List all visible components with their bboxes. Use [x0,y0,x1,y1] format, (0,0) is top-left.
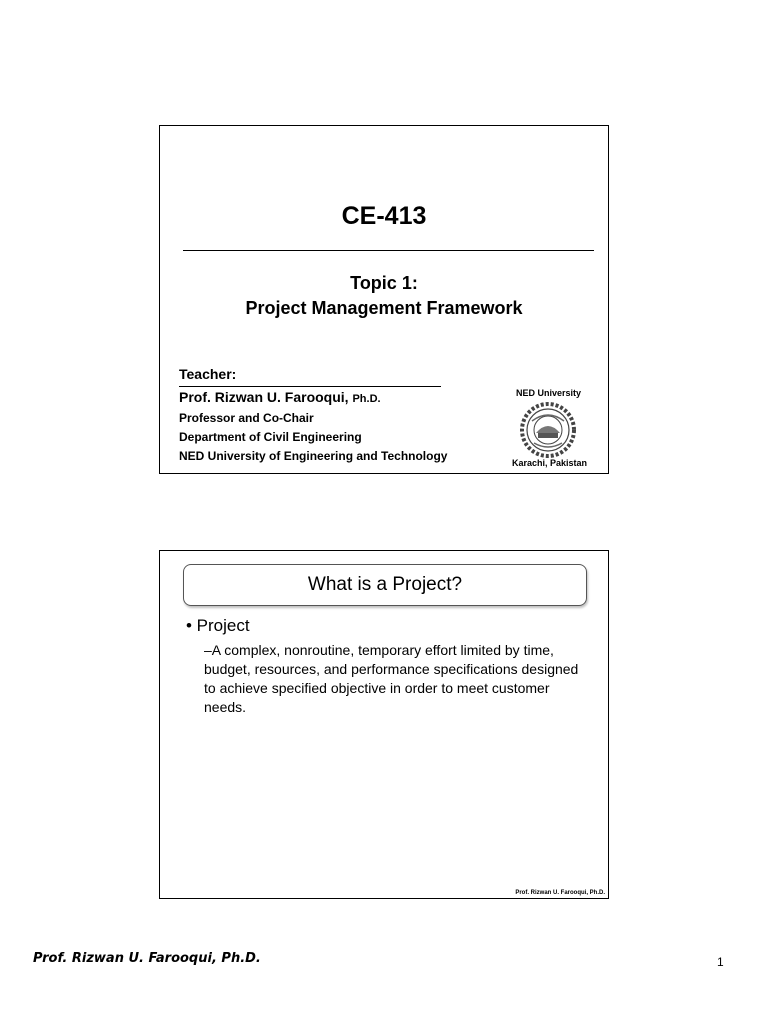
teacher-title: Professor and Co-Chair [179,411,314,425]
title-divider [183,250,594,251]
bullet-project: • Project [186,616,250,635]
university: NED University of Engineering and Technology [179,449,448,463]
title-slide [159,125,609,474]
logo-caption-top: NED University [516,388,582,398]
slide-title: What is a Project? [307,574,463,595]
logo-caption-bottom: Karachi, Pakistan [512,458,588,468]
slide-footer: Prof. Rizwan U. Farooqui, Ph.D. [515,890,605,896]
topic-heading [160,271,608,321]
teacher-name: Prof. Rizwan U. Farooqui, [179,389,349,405]
topic-number: Topic 1: [350,273,418,293]
content-slide [159,550,609,899]
page-number: 1 [717,955,724,969]
topic-title: Project Management Framework [245,298,523,318]
project-definition: –A complex, nonroutine, temporary effort limited by time, budget, resources, and performance specifications designed to achieve specified objective in order to meet customer needs. [204,642,579,715]
teacher-degree: Ph.D. [352,393,381,405]
page-footer-author: Prof. Rizwan U. Farooqui, Ph.D. [33,951,261,966]
slide-title-box [183,564,587,606]
teacher-divider [179,386,441,387]
university-seal-icon [514,401,582,459]
teacher-name-line [179,389,381,405]
teacher-label: Teacher: [179,366,237,382]
department: Department of Civil Engineering [179,430,362,444]
course-code: CE-413 [341,202,427,230]
